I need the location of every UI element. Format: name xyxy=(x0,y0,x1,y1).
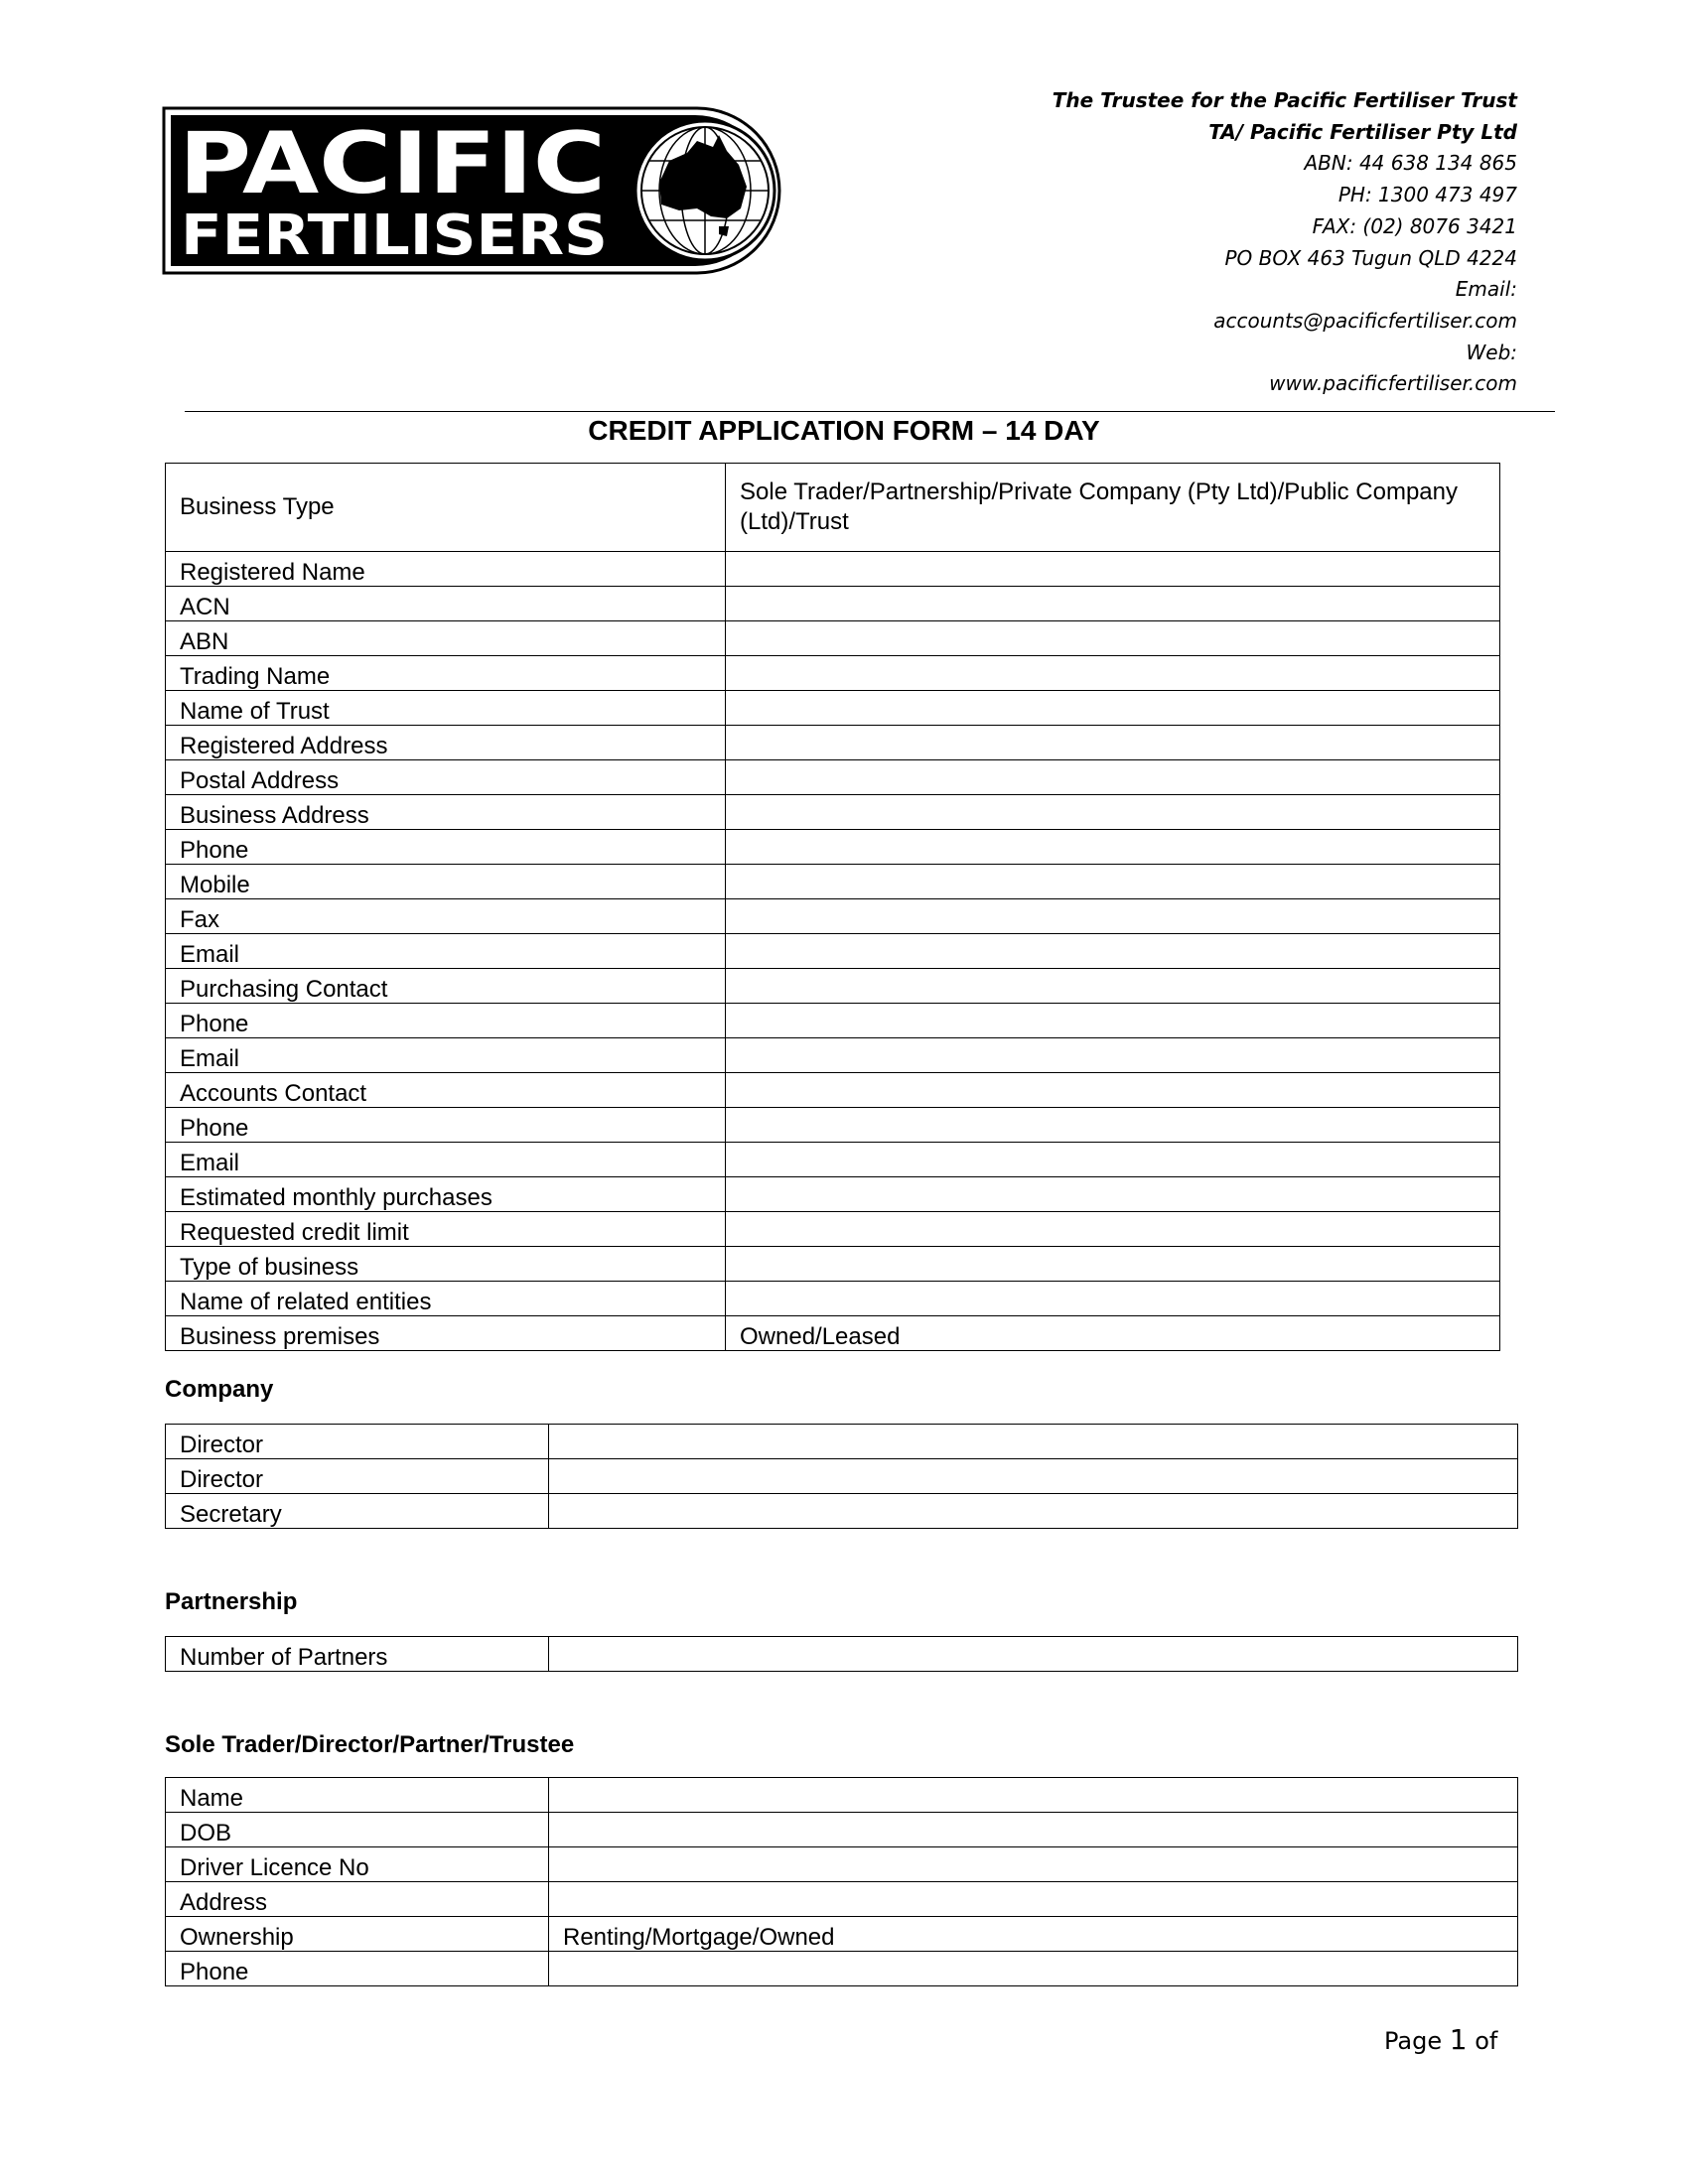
field-label: Phone xyxy=(166,1108,726,1143)
company-web: www.pacificfertiliser.com xyxy=(1269,371,1517,396)
table-row xyxy=(166,1637,1518,1672)
field-value[interactable] xyxy=(726,552,1500,587)
table-row xyxy=(166,464,1500,552)
field-value[interactable] xyxy=(549,1813,1518,1847)
table-row xyxy=(166,726,1500,760)
table-row xyxy=(166,1038,1500,1073)
table-row xyxy=(166,1847,1518,1882)
page-footer xyxy=(1384,2023,1497,2056)
table-row xyxy=(166,1494,1518,1529)
field-label: Phone xyxy=(166,1004,726,1038)
field-value[interactable] xyxy=(726,830,1500,865)
company-fax: FAX: (02) 8076 3421 xyxy=(1312,213,1517,238)
field-label: Mobile xyxy=(166,865,726,899)
field-value[interactable]: Owned/Leased xyxy=(726,1316,1500,1351)
company-email: accounts@pacificfertiliser.com xyxy=(1213,308,1517,333)
field-value[interactable] xyxy=(726,726,1500,760)
field-value[interactable] xyxy=(726,760,1500,795)
field-label: Accounts Contact xyxy=(166,1073,726,1108)
table-row xyxy=(166,1316,1500,1351)
table-row xyxy=(166,1177,1500,1212)
field-label: Driver Licence No xyxy=(166,1847,549,1882)
field-label: DOB xyxy=(166,1813,549,1847)
field-value[interactable] xyxy=(549,1952,1518,1986)
trading-as: TA/ Pacific Fertiliser Pty Ltd xyxy=(1208,119,1517,144)
field-label: Address xyxy=(166,1882,549,1917)
field-value[interactable] xyxy=(726,1073,1500,1108)
sole-trader-heading: Sole Trader/Director/Partner/Trustee xyxy=(165,1731,575,1758)
sole-trader-table xyxy=(165,1777,1518,1986)
field-label: Postal Address xyxy=(166,760,726,795)
table-row xyxy=(166,1073,1500,1108)
field-label: Director xyxy=(166,1459,549,1494)
partnership-table xyxy=(165,1636,1518,1672)
field-label: Ownership xyxy=(166,1917,549,1952)
svg-text:PACIFIC: PACIFIC xyxy=(179,114,606,213)
table-row xyxy=(166,1004,1500,1038)
table-row xyxy=(166,830,1500,865)
field-label: Email xyxy=(166,1143,726,1177)
field-label: Name xyxy=(166,1778,549,1813)
field-label: Requested credit limit xyxy=(166,1212,726,1247)
field-value[interactable] xyxy=(726,587,1500,621)
field-label: Email xyxy=(166,1038,726,1073)
field-value[interactable] xyxy=(726,865,1500,899)
table-row xyxy=(166,1212,1500,1247)
business-type-label: Business Type xyxy=(166,464,726,552)
form-title: CREDIT APPLICATION FORM – 14 DAY xyxy=(588,415,1100,446)
field-value[interactable] xyxy=(549,1778,1518,1813)
field-value[interactable] xyxy=(726,1038,1500,1073)
table-row xyxy=(166,865,1500,899)
field-label: Email xyxy=(166,934,726,969)
field-value[interactable] xyxy=(726,1212,1500,1247)
table-row xyxy=(166,1143,1500,1177)
table-row xyxy=(166,1778,1518,1813)
field-value[interactable] xyxy=(726,1247,1500,1282)
field-value[interactable] xyxy=(726,969,1500,1004)
table-row xyxy=(166,934,1500,969)
page-number: 1 xyxy=(1449,2023,1468,2056)
table-row xyxy=(166,1813,1518,1847)
table-row xyxy=(166,1952,1518,1986)
field-value[interactable] xyxy=(726,1143,1500,1177)
field-label: Phone xyxy=(166,1952,549,1986)
table-row xyxy=(166,552,1500,587)
company-info xyxy=(902,85,1517,400)
field-label: Business Address xyxy=(166,795,726,830)
field-label: Registered Address xyxy=(166,726,726,760)
field-label: ABN xyxy=(166,621,726,656)
table-row xyxy=(166,1917,1518,1952)
field-value[interactable] xyxy=(549,1494,1518,1529)
company-abn: ABN: 44 638 134 865 xyxy=(1304,151,1517,176)
field-value[interactable] xyxy=(726,621,1500,656)
field-label: Director xyxy=(166,1425,549,1459)
trustee-name: The Trustee for the Pacific Fertiliser Trust xyxy=(1052,88,1517,112)
field-value[interactable] xyxy=(726,1108,1500,1143)
field-value[interactable] xyxy=(726,899,1500,934)
field-label: ACN xyxy=(166,587,726,621)
table-row xyxy=(166,1282,1500,1316)
table-row xyxy=(166,969,1500,1004)
field-label: Estimated monthly purchases xyxy=(166,1177,726,1212)
pacific-fertilisers-logo xyxy=(161,105,786,276)
field-value[interactable] xyxy=(726,795,1500,830)
table-row xyxy=(166,691,1500,726)
table-row xyxy=(166,621,1500,656)
field-value[interactable] xyxy=(726,1004,1500,1038)
field-value[interactable]: Renting/Mortgage/Owned xyxy=(549,1917,1518,1952)
field-label: Purchasing Contact xyxy=(166,969,726,1004)
field-label: Secretary xyxy=(166,1494,549,1529)
partnership-heading: Partnership xyxy=(165,1588,298,1615)
table-row xyxy=(166,760,1500,795)
table-row xyxy=(166,795,1500,830)
field-value[interactable] xyxy=(726,691,1500,726)
table-row xyxy=(166,1247,1500,1282)
table-row xyxy=(166,656,1500,691)
table-row xyxy=(166,587,1500,621)
business-type-value[interactable]: Sole Trader/Partnership/Private Company (Pty Ltd)/Public Company (Ltd)/Trust xyxy=(726,464,1500,552)
field-label: Trading Name xyxy=(166,656,726,691)
field-value[interactable] xyxy=(549,1847,1518,1882)
field-value[interactable] xyxy=(549,1459,1518,1494)
table-row xyxy=(166,1108,1500,1143)
field-label: Registered Name xyxy=(166,552,726,587)
field-value[interactable] xyxy=(726,1282,1500,1316)
of-label: of xyxy=(1475,2027,1498,2055)
table-row xyxy=(166,1459,1518,1494)
company-phone: PH: 1300 473 497 xyxy=(1337,183,1517,207)
field-label: Type of business xyxy=(166,1247,726,1282)
field-label: Business premises xyxy=(166,1316,726,1351)
web-label: Web: xyxy=(1466,340,1517,364)
field-value[interactable] xyxy=(726,1177,1500,1212)
table-row xyxy=(166,1882,1518,1917)
field-value[interactable] xyxy=(726,934,1500,969)
table-row xyxy=(166,899,1500,934)
table-row xyxy=(166,1425,1518,1459)
company-table xyxy=(165,1424,1518,1529)
email-label: Email: xyxy=(1455,277,1517,302)
field-label: Name of related entities xyxy=(166,1282,726,1316)
business-details-table xyxy=(165,463,1500,1351)
company-po-box: PO BOX 463 Tugun QLD 4224 xyxy=(1224,245,1517,270)
company-heading: Company xyxy=(165,1376,274,1403)
page-label: Page xyxy=(1384,2027,1443,2055)
field-value[interactable] xyxy=(726,656,1500,691)
field-label: Number of Partners xyxy=(166,1637,549,1672)
field-label: Fax xyxy=(166,899,726,934)
field-value[interactable] xyxy=(549,1425,1518,1459)
field-value[interactable] xyxy=(549,1637,1518,1672)
svg-text:FERTILISERS: FERTILISERS xyxy=(181,204,608,268)
field-label: Name of Trust xyxy=(166,691,726,726)
field-label: Phone xyxy=(166,830,726,865)
field-value[interactable] xyxy=(549,1882,1518,1917)
